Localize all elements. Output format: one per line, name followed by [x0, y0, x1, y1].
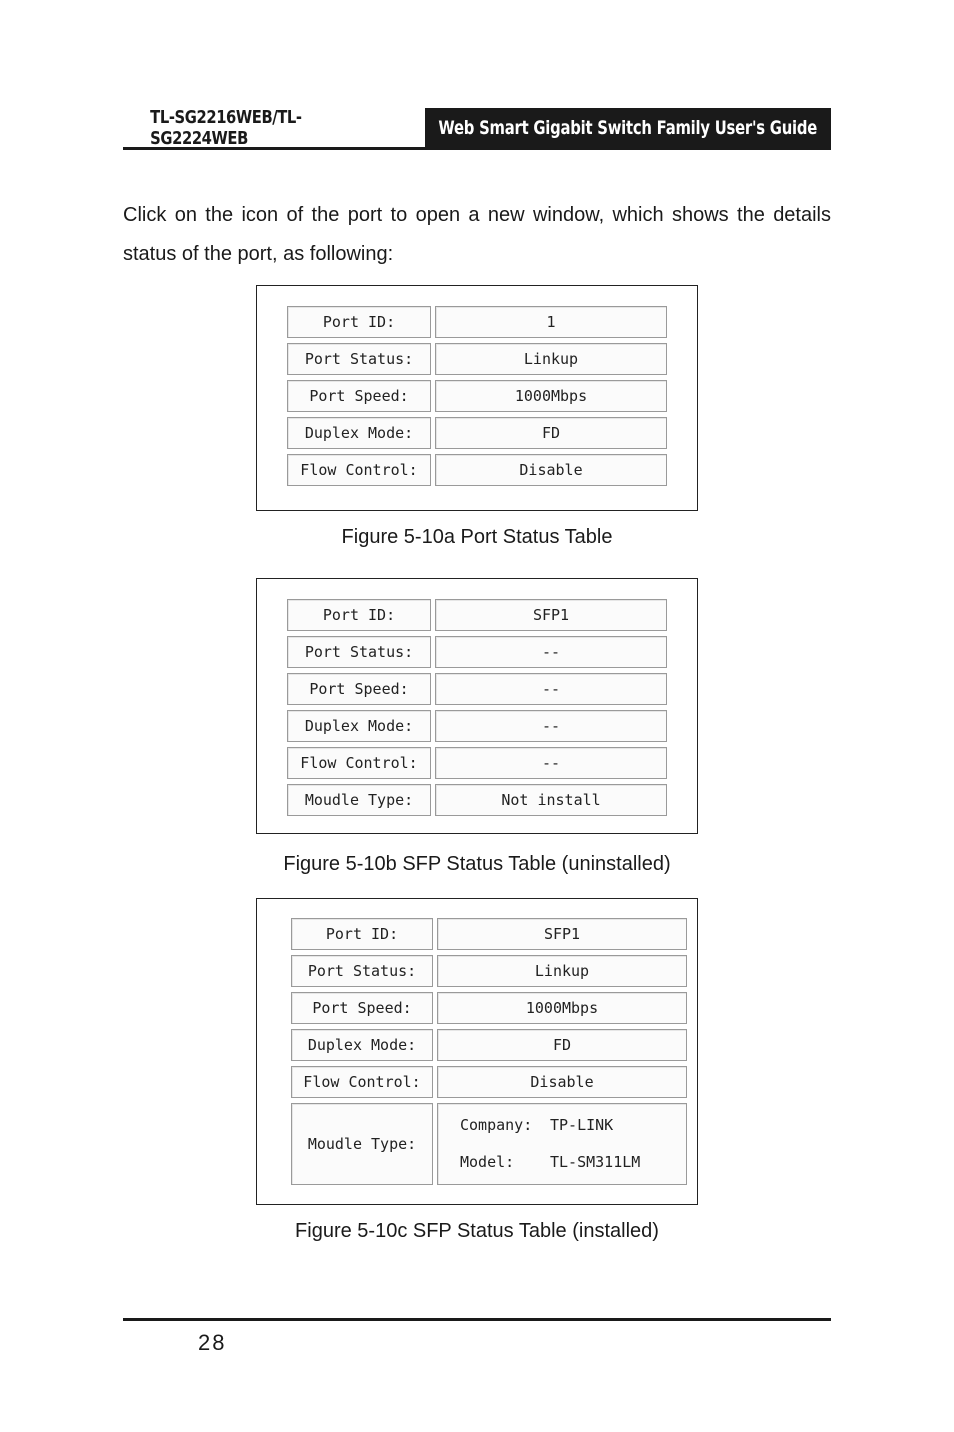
- row-label: Port Speed:: [287, 673, 431, 705]
- port-status-table: [283, 301, 671, 491]
- table-row: [287, 673, 667, 705]
- row-value: --: [435, 673, 667, 705]
- row-label: Port ID:: [287, 599, 431, 631]
- row-label: Duplex Mode:: [291, 1029, 433, 1061]
- row-label: Port ID:: [287, 306, 431, 338]
- sfp-installed-table: [287, 913, 691, 1190]
- row-label: Moudle Type:: [287, 784, 431, 816]
- row-label: Moudle Type:: [291, 1103, 433, 1185]
- footer-divider: [123, 1318, 831, 1321]
- figure-sfp-installed: [256, 898, 698, 1205]
- table-row: [291, 918, 687, 950]
- row-value: --: [435, 747, 667, 779]
- row-value: SFP1: [437, 918, 687, 950]
- row-label: Port Status:: [291, 955, 433, 987]
- model-key: Model:: [460, 1153, 515, 1171]
- table-row: [287, 636, 667, 668]
- figure-caption: Figure 5-10c SFP Status Table (installed): [295, 1220, 659, 1242]
- company-value: TP-LINK: [550, 1116, 614, 1134]
- figure-sfp-uninstalled: [256, 578, 698, 834]
- table-row: [291, 1066, 687, 1098]
- row-value: --: [435, 710, 667, 742]
- table-row: [287, 454, 667, 486]
- row-label: Port Speed:: [287, 380, 431, 412]
- module-model-row: [460, 1144, 686, 1181]
- table-row: [287, 599, 667, 631]
- sfp-uninstalled-table: [283, 594, 671, 821]
- table-row: [287, 784, 667, 816]
- row-value: Linkup: [435, 343, 667, 375]
- table-row: [287, 343, 667, 375]
- module-company-row: [460, 1107, 686, 1144]
- row-label: Port ID:: [291, 918, 433, 950]
- row-value: SFP1: [435, 599, 667, 631]
- row-label: Duplex Mode:: [287, 417, 431, 449]
- figure-port-status: [256, 285, 698, 511]
- model-value: TL-SM311LM: [550, 1153, 641, 1171]
- row-label: Port Speed:: [291, 992, 433, 1024]
- row-label: Duplex Mode:: [287, 710, 431, 742]
- header-model: TL-SG2216WEB/TL-SG2224WEB: [150, 106, 302, 149]
- module-details: [437, 1103, 687, 1185]
- row-value: 1000Mbps: [437, 992, 687, 1024]
- row-label: Port Status:: [287, 636, 431, 668]
- intro-paragraph: Click on the icon of the port to open a new window, which shows the details status of the port, as following:: [123, 204, 831, 265]
- table-row: [291, 992, 687, 1024]
- row-value: FD: [437, 1029, 687, 1061]
- page-header: [123, 108, 831, 150]
- row-label: Flow Control:: [291, 1066, 433, 1098]
- page-number: 28: [198, 1330, 227, 1355]
- row-label: Flow Control:: [287, 747, 431, 779]
- table-row: [287, 380, 667, 412]
- table-row: [291, 1029, 687, 1061]
- row-label: Port Status:: [287, 343, 431, 375]
- table-row: [287, 417, 667, 449]
- row-value: FD: [435, 417, 667, 449]
- row-value: Not install: [435, 784, 667, 816]
- header-guide-title-box: [425, 108, 831, 147]
- figure-caption: Figure 5-10a Port Status Table: [341, 526, 613, 548]
- company-key: Company:: [460, 1116, 533, 1134]
- header-guide-title: Web Smart Gigabit Switch Family User's Guide: [438, 116, 818, 139]
- row-value: Linkup: [437, 955, 687, 987]
- table-row: [287, 710, 667, 742]
- row-value: Disable: [435, 454, 667, 486]
- row-label: Flow Control:: [287, 454, 431, 486]
- figure-caption: Figure 5-10b SFP Status Table (uninstalled): [283, 853, 671, 875]
- row-value: 1: [435, 306, 667, 338]
- row-value: Disable: [437, 1066, 687, 1098]
- row-value: 1000Mbps: [435, 380, 667, 412]
- row-value: --: [435, 636, 667, 668]
- table-row: [287, 306, 667, 338]
- table-row: [291, 955, 687, 987]
- table-row: [291, 1103, 687, 1185]
- table-row: [287, 747, 667, 779]
